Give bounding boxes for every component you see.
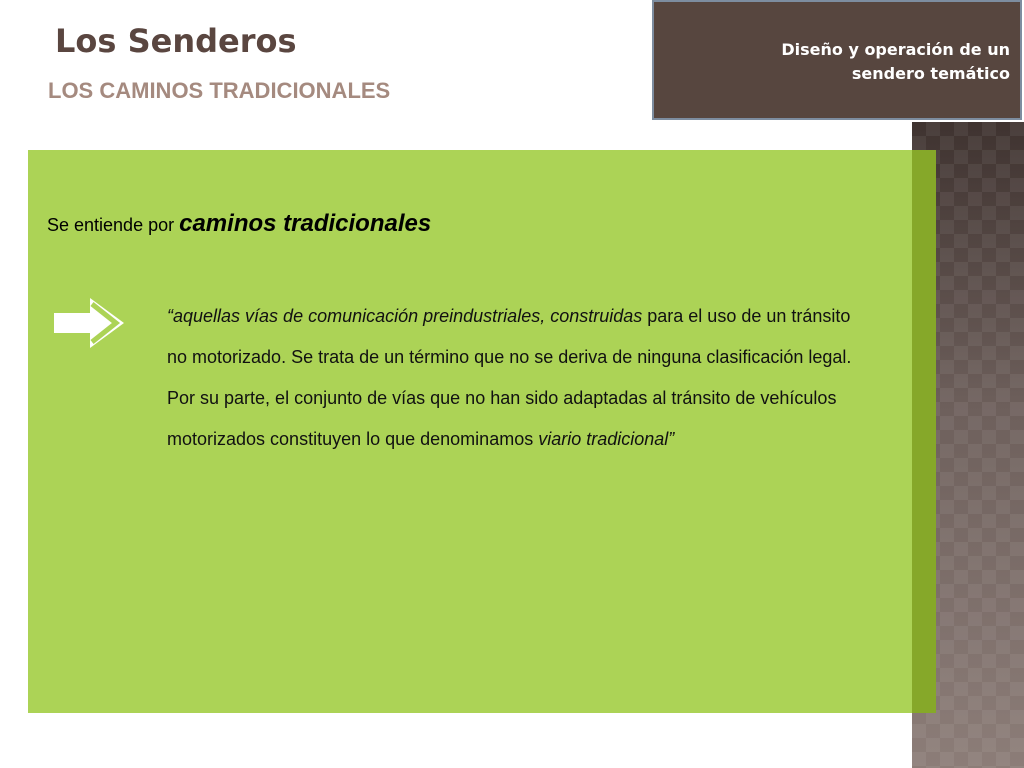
definition-quote [167, 296, 867, 460]
intro-sentence [47, 210, 431, 238]
slide-title: Los Senderos [55, 22, 297, 60]
intro-term: caminos tradicionales [179, 210, 432, 237]
course-title-line-2: sendero temático [851, 64, 1010, 83]
right-arrow-icon [52, 294, 126, 352]
intro-text: Se entiende por [47, 215, 180, 235]
course-header-box [652, 0, 1022, 120]
quote-italic-start: “aquellas vías de comunicación preindustriales, construidas [167, 306, 643, 326]
course-title-line-1: Diseño y operación de un [781, 40, 1010, 59]
slide-subtitle: LOS CAMINOS TRADICIONALES [48, 78, 391, 103]
course-title [680, 38, 1010, 86]
content-panel-edge [912, 150, 936, 713]
quote-italic-end: viario tradicional” [538, 429, 675, 449]
quote-body: para el uso de un tránsito no motorizado. Se trata de un término que no se deriva de ninguna clasificación legal. Por su parte, el conjunto de vías que no han sido adaptadas al tránsito de vehículos motorizados constituyen lo que denominamos [167, 306, 852, 449]
